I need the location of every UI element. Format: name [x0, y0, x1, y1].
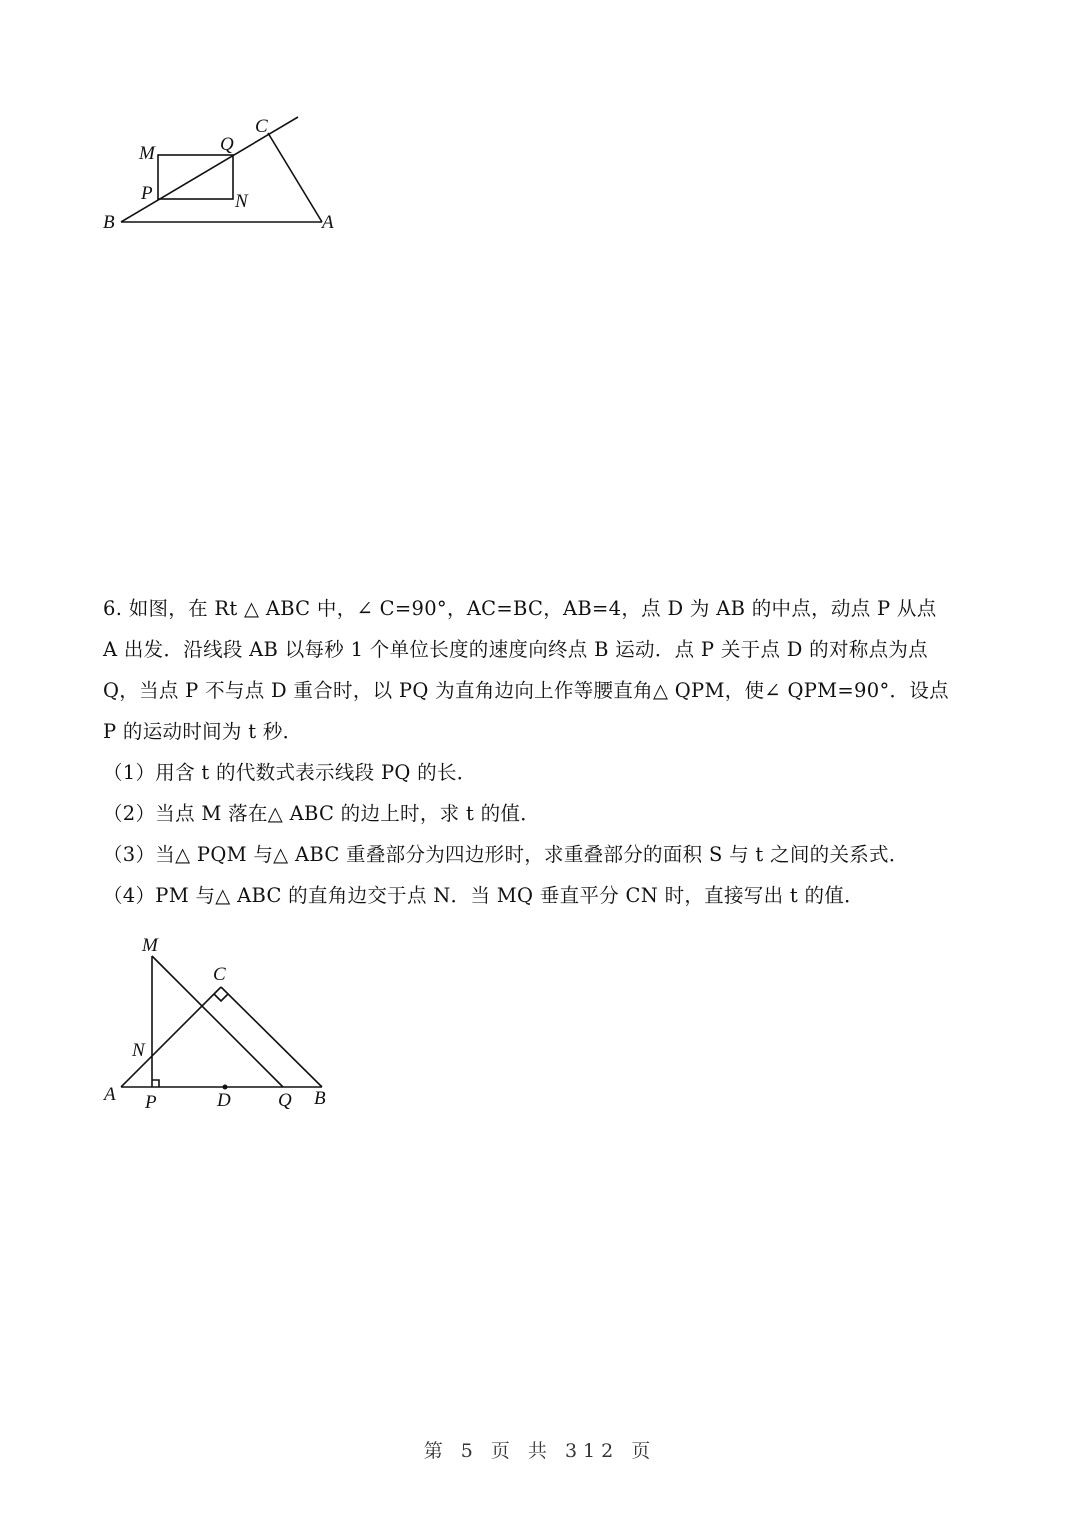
sub-question-4: （4）PM 与△ ABC 的直角边交于点 N．当 MQ 垂直平分 CN 时，直接写出 t 的值．: [103, 884, 864, 907]
sub-question-1: （1）用含 t 的代数式表示线段 PQ 的长．: [103, 761, 477, 784]
label-q: Q: [278, 1090, 292, 1111]
label-a: A: [322, 212, 334, 233]
page-number-footer: 第 5 页 共 312 页: [423, 1440, 657, 1462]
label-d: D: [217, 1090, 231, 1111]
label-p: P: [145, 1092, 157, 1113]
segment-cb: [221, 987, 322, 1087]
label-p: P: [141, 183, 153, 204]
problem-stem-line: P 的运动时间为 t 秒．: [103, 720, 303, 743]
problem-stem-line: 6. 如图，在 Rt △ ABC 中，∠ C=90°，AC=BC，AB=4，点 D 为 AB 的中点，动点 P 从点: [103, 597, 937, 620]
label-c: C: [255, 116, 268, 137]
right-angle-mark-p: [152, 1080, 159, 1087]
sub-question-3: （3）当△ PQM 与△ ABC 重叠部分为四边形时，求重叠部分的面积 S 与 t 之间的关系式．: [103, 843, 909, 866]
label-a: A: [104, 1084, 116, 1105]
label-n: N: [235, 191, 248, 212]
segment-ac: [121, 987, 221, 1087]
problem-stem-line: A 出发．沿线段 AB 以每秒 1 个单位长度的速度向终点 B 运动．点 P 关于点 D 的对称点为点: [103, 638, 928, 661]
label-b: B: [103, 212, 115, 233]
problem-stem-line: Q，当点 P 不与点 D 重合时，以 PQ 为直角边向上作等腰直角△ QPM，使∠ QPM=90°．设点: [103, 679, 949, 702]
label-b: B: [314, 1088, 326, 1109]
point-d: [223, 1085, 228, 1090]
label-m: M: [139, 143, 155, 164]
right-angle-mark-c: [214, 994, 228, 1001]
sub-question-2: （2）当点 M 落在△ ABC 的边上时，求 t 的值．: [103, 802, 540, 825]
label-n: N: [132, 1040, 145, 1061]
label-q: Q: [220, 134, 234, 155]
label-m: M: [142, 935, 158, 956]
label-c: C: [213, 964, 226, 985]
